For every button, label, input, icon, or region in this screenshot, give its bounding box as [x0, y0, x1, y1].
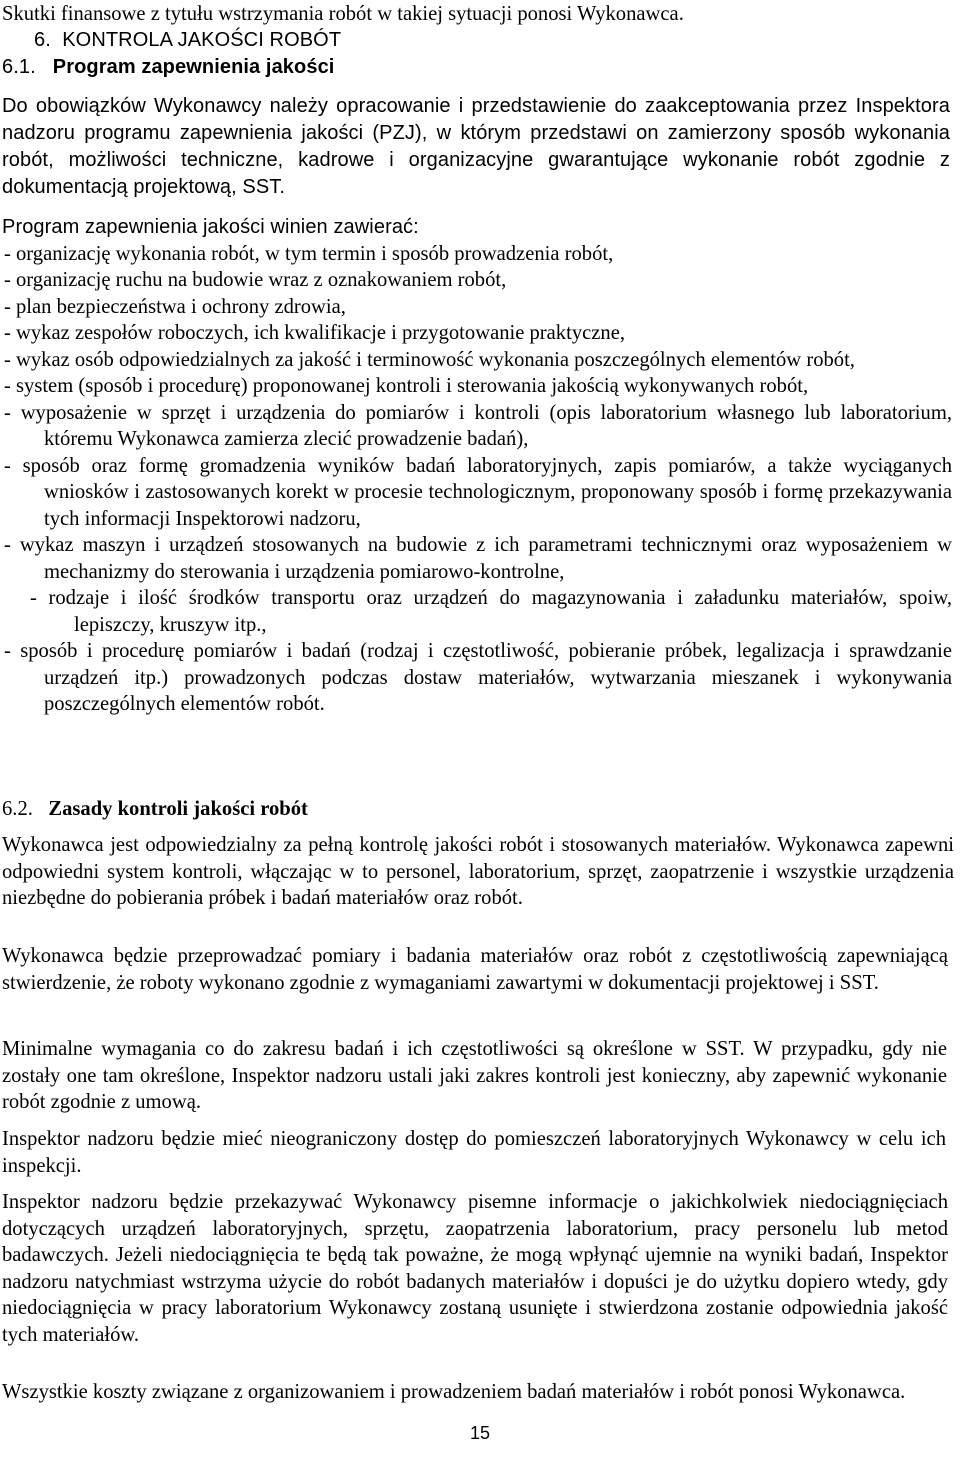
section-6-heading [34, 27, 341, 54]
list-item: - wykaz osób odpowiedzialnych za jakość i terminowość wykonania poszczególnych elementów robót, [4, 348, 855, 371]
paragraph-measurements: Wykonawca będzie przeprowadzać pomiary i badania materiałów oraz robót z częstotliwością zapewniającą stwierdzenie, że roboty wykonano zgodnie z wymaganiami zawartymi w dokumentacji projektowej i SST. [2, 945, 948, 994]
page-number: 15 [469, 1423, 491, 1443]
program-contents-list [2, 214, 952, 718]
list-item: - system (sposób i procedurę) proponowanej kontroli i sterowania jakością wykonywanych robót, [4, 375, 809, 397]
section-6-1-title: Program zapewnienia jakości [52, 56, 335, 78]
section-6-1-number: 6.1. [2, 56, 36, 78]
paragraph-contractor-responsibility: Wykonawca jest odpowiedzialny za pełną kontrolę jakości robót i stosowanych materiałów. Wykonawca zapewni odpowiedni system kontroli, włączając w to personel, laboratorium, sprzęt, zaopatrzenie i wszystkie urządzenia niezbędne do pobierania próbek i badań materiałów oraz robót. [2, 834, 954, 909]
list-intro: Program zapewnienia jakości winien zawierać: [2, 216, 419, 238]
section-6-title: KONTROLA JAKOŚCI ROBÓT [62, 29, 342, 51]
section-6-1-heading [2, 54, 334, 81]
paragraph-pzj: Do obowiązków Wykonawcy należy opracowanie i przedstawienie do zaakceptowania przez Inspektora nadzoru programu zapewnienia jakości (PZJ), w którym przedstawi on zamierzony sposób wykonania robót, możliwości techniczne, kadrowe i organizacyjne gwarantujące wykonanie robót zgodnie z dokumentacją projektową, SST. [2, 95, 950, 198]
list-item: - organizację wykonania robót, w tym termin i sposób prowadzenia robót, [4, 242, 614, 265]
section-6-number: 6. [34, 29, 51, 51]
intro-line: Skutki finansowe z tytułu wstrzymania robót w takiej sytuacji ponosi Wykonawca. [2, 3, 684, 25]
section-6-2-heading [2, 796, 308, 823]
paragraph-deficiencies: Inspektor nadzoru będzie przekazywać Wykonawcy pisemne informacje o jakichkolwiek niedociągnięciach dotyczących urządzeń laboratoryjnych, sprzętu, zaopatrzenia laboratorium, pracy personelu lub metod badawczych. Jeżeli niedociągnięcia te będą tak poważne, że mogą wpłynąć ujemnie na wyniki badań, Inspektor nadzoru natychmiast wstrzyma użycie do robót badanych materiałów i dopuści je do użytku dopiero wtedy, gdy niedociągnięcia w pracy laboratorium Wykonawcy zostaną usunięte i stwierdzona zostanie odpowiednia jakość tych materiałów. [2, 1191, 948, 1346]
section-6-2-number: 6.2. [2, 798, 33, 820]
list-item: - sposób i procedurę pomiarów i badań (rodzaj i częstotliwość, pobieranie próbek, legalizacja i sprawdzanie urządzeń itp.) prowadzonych podczas dostaw materiałów, wytwarzania mieszanek i wykonywania poszczególnych elementów robót. [4, 640, 952, 715]
list-item: - sposób oraz formę gromadzenia wyników badań laboratoryjnych, zapis pomiarów, a także wyciąganych wniosków i zastosowanych korekt w procesie technologicznym, proponowany sposób i formę przekazywania tych informacji Inspektorowi nadzoru, [4, 454, 952, 530]
paragraph-inspector-access: Inspektor nadzoru będzie mieć nieograniczony dostęp do pomieszczeń laboratoryjnych Wykonawcy w celu ich inspekcji. [2, 1128, 946, 1177]
list-item: - rodzaje i ilość środków transportu oraz urządzeń do magazynowania i załadunku materiałów, spoiw, lepiszczy, kruszyw itp., [30, 587, 952, 636]
list-item: - wykaz zespołów roboczych, ich kwalifikacje i przygotowanie praktyczne, [4, 322, 625, 344]
paragraph-minimum-requirements: Minimalne wymagania co do zakresu badań i ich częstotliwości są określone w SST. W przypadku, gdy nie zostały one tam określone, Inspektor nadzoru ustali jaki zakres kontroli jest konieczny, aby zapewnić wykonanie robót zgodnie z umową. [2, 1038, 947, 1113]
list-item: - organizację ruchu na budowie wraz z oznakowaniem robót, [4, 269, 507, 291]
list-item: - wykaz maszyn i urządzeń stosowanych na budowie z ich parametrami technicznymi oraz wyposażeniem w mechanizmy do sterowania i urządzenia pomiarowo-kontrolne, [4, 534, 952, 583]
list-item: - plan bezpieczeństwa i ochrony zdrowia, [4, 295, 346, 318]
paragraph-costs: Wszystkie koszty związane z organizowaniem i prowadzeniem badań materiałów i robót ponosi Wykonawca. [2, 1381, 906, 1403]
section-6-2-title: Zasady kontroli jakości robót [48, 798, 308, 820]
list-item: - wyposażenie w sprzęt i urządzenia do pomiarów i kontroli (opis laboratorium własnego lub laboratorium, któremu Wykonawca zamierza zlecić prowadzenie badań), [4, 401, 952, 450]
